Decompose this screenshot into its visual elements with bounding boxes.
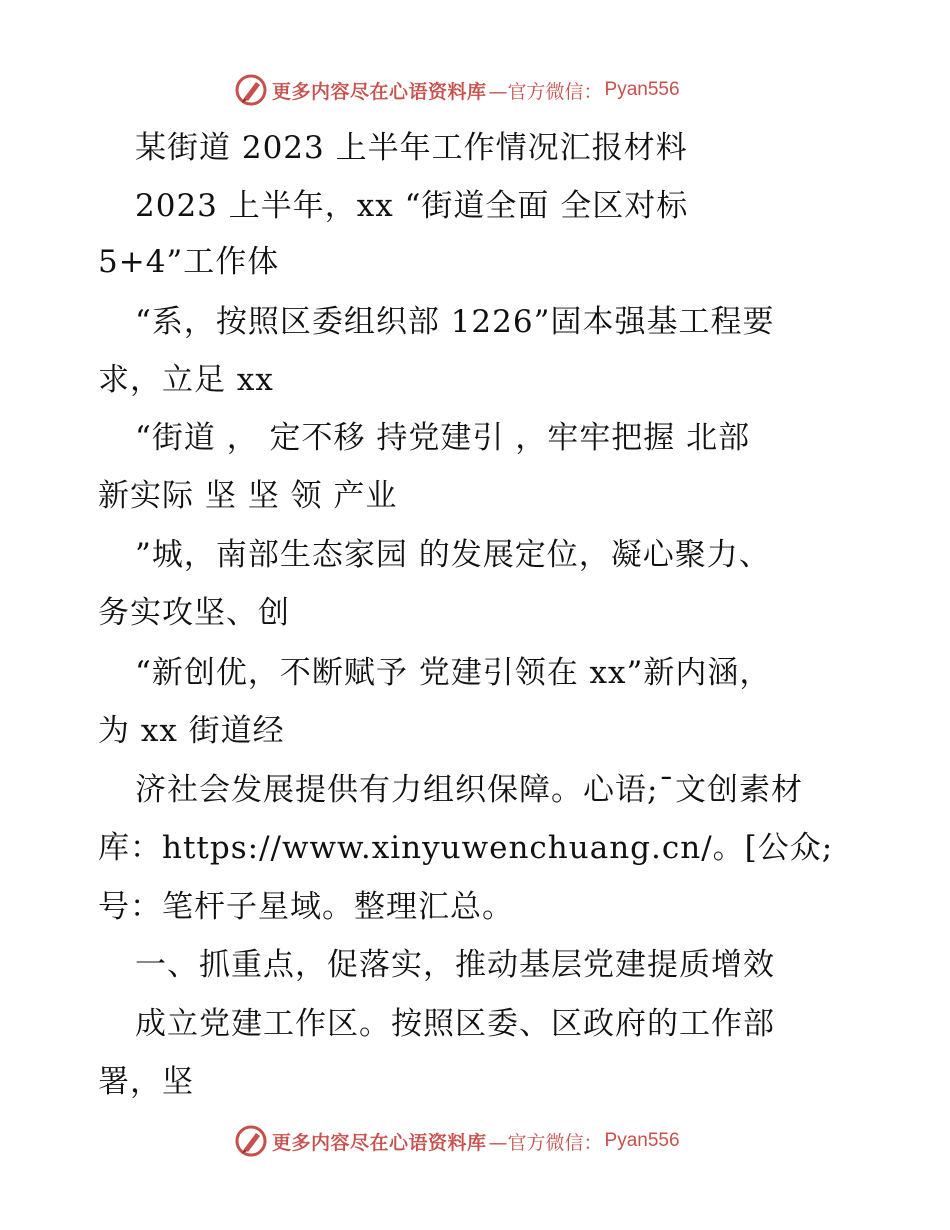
pen-logo-icon <box>234 1124 268 1158</box>
paragraph-line: 为 xx 街道经 <box>98 713 285 749</box>
paragraph-line: “新创优，不断赋予 党建引领在 xx”新内涵， <box>135 655 772 691</box>
watermark-official-label: —官方微信： <box>488 80 603 103</box>
paragraph-line: 5+4”工作体 <box>98 244 280 280</box>
watermark-footer <box>234 1121 680 1161</box>
paragraph-line: 库：https://www.xinyuwenchuang.cn/。[公众; <box>98 830 834 866</box>
paragraph-line: 成立党建工作区。按照区委、区政府的工作部 <box>135 1006 775 1042</box>
watermark-official-label: —官方微信： <box>488 1131 603 1154</box>
paragraph-line: 求，立足 xx <box>98 362 274 398</box>
pen-logo-icon <box>234 73 268 107</box>
paragraph-line: 2023 上半年，xx “街道全面 全区对标 <box>135 188 689 224</box>
paragraph-line: “系，按照区委组织部 1226”固本强基工程要 <box>135 304 775 340</box>
paragraph-line: ”城，南部生态家园 的发展定位，凝心聚力、 <box>135 537 771 573</box>
watermark-brand-text: 更多内容尽在心语资料库 <box>272 80 487 103</box>
section-heading: 一、抓重点，促落实，推动基层党建提质增效 <box>135 947 775 983</box>
paragraph-line: 署，坚 <box>98 1064 194 1100</box>
paragraph-line: 务实攻坚、创 <box>98 595 290 631</box>
watermark-brand-text: 更多内容尽在心语资料库 <box>272 1131 487 1154</box>
paragraph-line: “街道 ， 定不移 持党建引 ，牢牢把握 北部 <box>135 420 751 456</box>
paragraph-line: 济社会发展提供有力组织保障。心语;¯文创素材 <box>135 772 803 808</box>
watermark-header <box>234 70 680 110</box>
paragraph-line: 新实际 坚 坚 领 产业 <box>98 478 398 514</box>
watermark-wechat-id: Pyan556 <box>604 1130 680 1151</box>
paragraph-line: 号：笔杆子星域。整理汇总。 <box>98 889 514 925</box>
watermark-wechat-id: Pyan556 <box>604 79 680 100</box>
document-title: 某街道 2023 上半年工作情况汇报材料 <box>135 130 688 166</box>
